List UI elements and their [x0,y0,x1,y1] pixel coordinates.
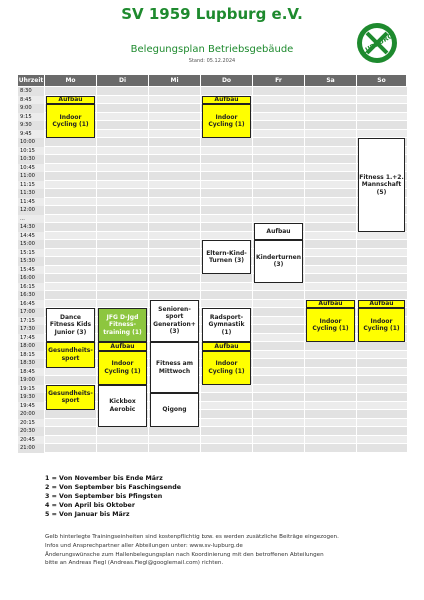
time-label: 18:00 [18,342,45,351]
column-header-fr: Fr [253,75,304,86]
time-row [45,164,407,173]
time-label: 16:45 [18,300,45,309]
schedule-event[interactable]: Indoor Cycling (1) [202,351,251,385]
time-label: 15:15 [18,249,45,258]
time-label: 18:45 [18,368,45,377]
footer-line: bitte an Andreas Fiegl (Andreas.Fiegl@googlemail.com) richten. [45,560,224,567]
column-divider [200,87,201,453]
time-label: 16:15 [18,283,45,292]
schedule-event[interactable]: JFG D-Jgd Fitness-training (1) [98,308,147,342]
column-header-mi: Mi [149,75,200,86]
time-row [45,87,407,96]
time-row [45,155,407,164]
time-row [45,427,407,436]
time-label: 9:00 [18,104,45,113]
time-label: 11:45 [18,198,45,207]
time-label: 11:15 [18,181,45,190]
time-label: 19:45 [18,402,45,411]
schedule-event[interactable]: Eltern-Kind-Turnen (3) [202,240,251,274]
time-row [45,172,407,181]
time-label: 19:15 [18,385,45,394]
time-label: 14:45 [18,232,45,241]
column-header-sa: Sa [305,75,356,86]
schedule-event[interactable]: Indoor Cycling (1) [358,308,405,342]
column-header-uhrzeit: Uhrzeit [18,77,44,84]
column-divider [356,87,357,453]
schedule-event[interactable]: Indoor Cycling (1) [306,308,355,342]
time-label: 14:30 [18,223,45,232]
time-label: 9:45 [18,130,45,139]
legend [45,474,181,519]
time-label: ... [18,215,45,224]
time-row [45,181,407,190]
time-row [45,198,407,207]
time-label: 8:45 [18,96,45,105]
page-title: SV 1959 Lupburg e.V. [121,5,303,23]
footer-line: Infos und Ansprechpartner aller Abteilungen unter: www.sv-lupburg.de [45,542,243,549]
schedule-event[interactable]: Aufbau [306,300,355,309]
schedule-event[interactable]: Dance Fitness Kids Junior (3) [46,308,95,342]
footer-notes [45,533,415,568]
schedule-event[interactable]: Qigong [150,393,199,427]
time-label: 15:45 [18,266,45,275]
column-divider [252,87,253,453]
footer-line: Gelb hinterlegte Trainingseinheiten sind kostenpflichtig bzw. es werden zusätzliche Beiträge eingezogen. [45,534,339,540]
time-row [45,232,407,241]
schedule-event[interactable]: Radsport-Gymnastik (1) [202,308,251,342]
time-label: 18:15 [18,351,45,360]
time-row [45,147,407,156]
column-header-di: Di [97,75,148,86]
time-label: 15:00 [18,240,45,249]
schedule-event[interactable]: Aufbau [254,223,303,240]
schedule-event[interactable]: Kickbox Aerobic [98,385,147,428]
time-label: 16:00 [18,274,45,283]
schedule-event[interactable]: Gesundheits-sport [46,342,95,368]
time-row [45,215,407,224]
column-divider [304,87,305,453]
time-row [45,291,407,300]
time-label: 20:15 [18,419,45,428]
time-label: 19:00 [18,376,45,385]
time-row [45,444,407,453]
legend-item: 4 = Von April bis Oktober [45,502,135,509]
time-label: 11:30 [18,189,45,198]
time-label: 12:00 [18,206,45,215]
schedule-event[interactable]: Kinderturnen (3) [254,240,303,283]
time-label: 9:15 [18,113,45,122]
time-label: 20:00 [18,410,45,419]
time-row [45,189,407,198]
column-header-so: So [357,75,406,86]
time-label: 10:45 [18,164,45,173]
schedule-event[interactable]: Indoor Cycling (1) [46,104,95,138]
time-label: 8:30 [18,87,45,96]
time-label: 11:00 [18,172,45,181]
schedule-event[interactable]: Indoor Cycling (1) [202,104,251,138]
column-header-do: Do [201,75,252,86]
time-label: 17:30 [18,325,45,334]
legend-item: 2 = Von September bis Faschingsende [45,484,181,491]
schedule-event[interactable]: Fitness 1.+2. Mannschaft (5) [358,138,405,232]
legend-item: 1 = Von November bis Ende März [45,475,163,482]
time-label: 16:30 [18,291,45,300]
time-row [45,274,407,283]
time-label: 18:30 [18,359,45,368]
time-label: 15:30 [18,257,45,266]
time-label: 17:15 [18,317,45,326]
column-divider [44,87,45,453]
time-label: 19:30 [18,393,45,402]
time-label: 17:45 [18,334,45,343]
time-label: 20:45 [18,436,45,445]
time-label: 10:15 [18,147,45,156]
column-divider [148,87,149,453]
time-label: 17:00 [18,308,45,317]
footer-line: Änderungswünsche zum Hallenbelegungsplan nach Koordinierung mit den betroffenen Abteilungen [45,551,324,558]
time-label: 10:30 [18,155,45,164]
time-row [45,436,407,445]
column-header-mo: Mo [45,75,96,86]
legend-item: 3 = Von September bis Pfingsten [45,493,163,500]
time-label: 9:30 [18,121,45,130]
logo-text: LUPBURG [360,31,395,56]
schedule-event[interactable]: Senioren-sport Generation+ (3) [150,300,199,343]
page-subtitle: Belegungsplan Betriebsgebäude [130,44,294,55]
time-label: 10:00 [18,138,45,147]
time-label: 21:00 [18,444,45,453]
schedule-event[interactable]: Aufbau [358,300,405,309]
schedule-event[interactable]: Gesundheits-sport [46,385,95,411]
schedule-event[interactable]: Aufbau [98,342,147,351]
time-row [45,283,407,292]
date-label: Stand: 05.12.2024 [188,58,236,64]
time-row [45,223,407,232]
schedule-event[interactable]: Aufbau [46,96,95,105]
schedule-event[interactable]: Aufbau [202,342,251,351]
schedule-event[interactable]: Fitness am Mittwoch [150,342,199,393]
time-row [45,138,407,147]
column-divider [96,87,97,453]
legend-item: 5 = Von Januar bis März [45,511,130,518]
time-row [45,206,407,215]
schedule-event[interactable]: Aufbau [202,96,251,105]
time-label: 20:30 [18,427,45,436]
schedule-event[interactable]: Indoor Cycling (1) [98,351,147,385]
